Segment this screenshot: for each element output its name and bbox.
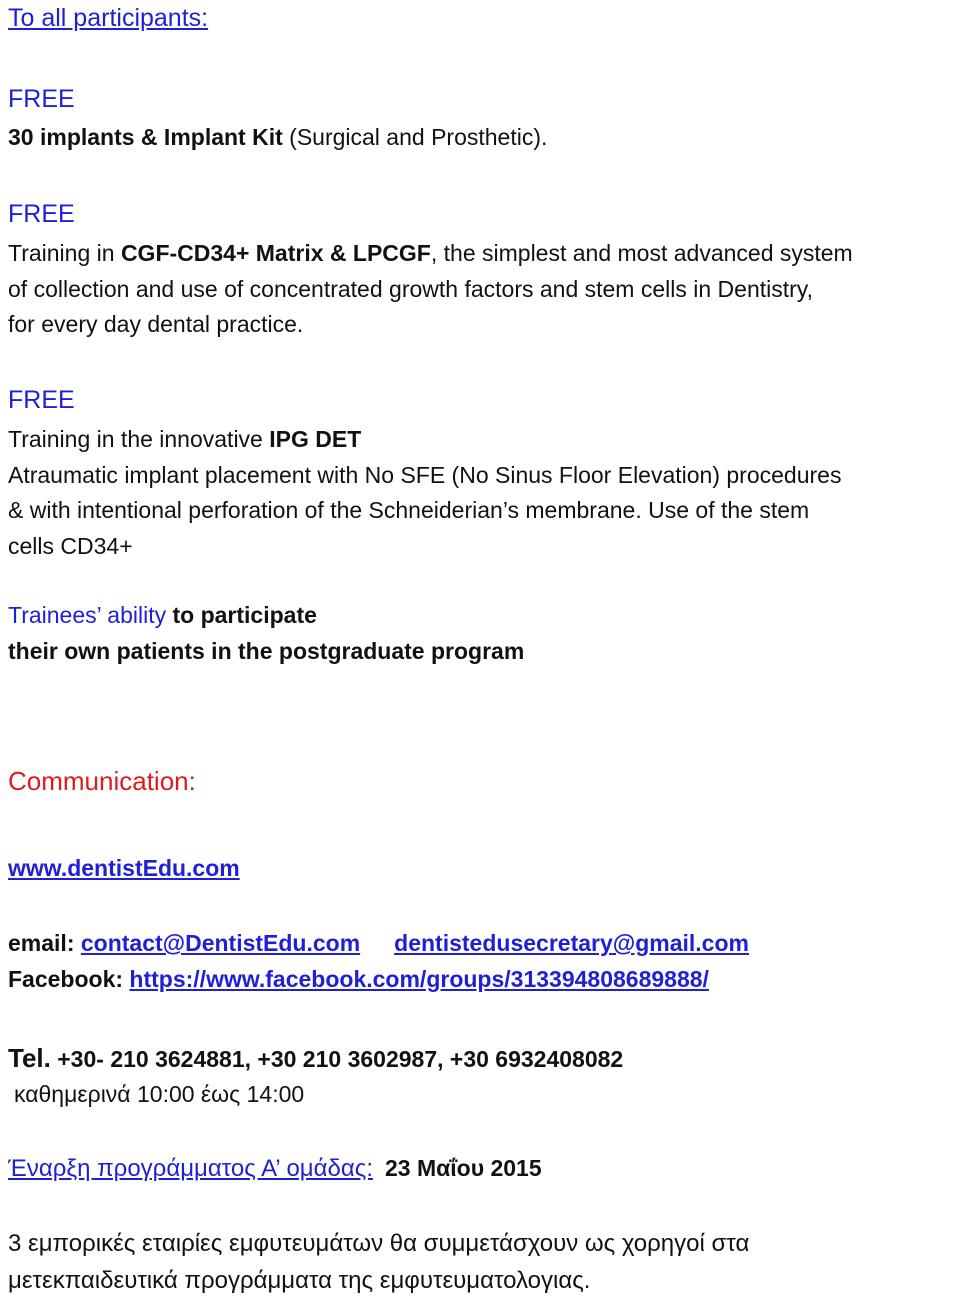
trainees-line-1 xyxy=(8,602,317,628)
office-hours: καθημερινά 10:00 έως 14:00 xyxy=(14,1081,305,1107)
sponsors-line-1: 3 εμπορικές εταιρίες εμφυτευμάτων θα συμμετάσχουν ως χορηγοί στα xyxy=(8,1230,750,1257)
email-link-1[interactable]: contact@DentistEdu.com xyxy=(80,930,361,956)
offer-3-line-4: cells CD34+ xyxy=(8,533,133,559)
facebook-link[interactable]: https://www.facebook.com/groups/313394808689888/ xyxy=(129,966,709,992)
tel-numbers: +30- 210 3624881, +30 210 3602987, +30 6932408082 xyxy=(50,1046,624,1072)
offer-1-line-1 xyxy=(8,124,547,150)
tel-label: Tel. xyxy=(8,1043,51,1073)
offer-2-tag: FREE xyxy=(8,200,75,228)
sponsors-line-2: μετεκπαιδευτικά προγράμματα της εμφυτευματολογιας. xyxy=(8,1267,591,1294)
email-label: email: xyxy=(8,930,81,956)
trainees-rest: to participate xyxy=(166,602,317,628)
offer-2-amp: & xyxy=(323,240,353,266)
offer-2-bold-1: CGF-CD34+ Matrix xyxy=(120,240,324,266)
offer-2-pre: Training in xyxy=(8,240,121,266)
offer-1-rest: (Surgical and Prosthetic). xyxy=(282,124,548,150)
facebook-label: Facebook: xyxy=(8,966,130,992)
offer-3-pre: Training in the innovative xyxy=(8,426,270,452)
communication-title: Communication: xyxy=(8,766,196,796)
program-start-label: Έναρξη προγράμματος Α’ ομάδας: xyxy=(8,1155,373,1182)
offer-1-bold: 30 implants & Implant Kit xyxy=(8,124,283,150)
offer-3-bold: IPG DET xyxy=(269,426,362,452)
offer-3-line-1 xyxy=(8,426,361,452)
trainees-line-2: their own patients in the postgraduate program xyxy=(8,638,525,664)
offer-2-bold-2: LPCGF xyxy=(352,240,431,266)
email-link-2[interactable]: dentistedusecretary@gmail.com xyxy=(394,930,749,956)
trainees-highlight: Trainees’ ability xyxy=(8,602,167,628)
tel-line xyxy=(8,1044,623,1074)
program-start-line xyxy=(8,1155,542,1183)
website-link[interactable]: www.dentistEdu.com xyxy=(8,855,240,881)
offer-2-rest: , the simplest and most advanced system xyxy=(430,240,853,266)
facebook-line xyxy=(8,966,709,992)
offer-2-line-3: for every day dental practice. xyxy=(8,311,304,337)
program-start-date: 23 Μαΐου 2015 xyxy=(384,1155,542,1181)
page-title: To all participants: xyxy=(8,4,209,32)
offer-3-line-2: Atraumatic implant placement with No SFE (No Sinus Floor Elevation) procedures xyxy=(8,462,842,488)
offer-3-tag: FREE xyxy=(8,386,75,414)
email-line xyxy=(8,930,749,956)
offer-3-line-3: & with intentional perforation of the Schneiderian’s membrane. Use of the stem xyxy=(8,497,810,523)
offer-2-line-2: of collection and use of concentrated growth factors and stem cells in Dentistry, xyxy=(8,276,813,302)
offer-2-line-1 xyxy=(8,240,853,266)
offer-1-tag: FREE xyxy=(8,85,75,113)
